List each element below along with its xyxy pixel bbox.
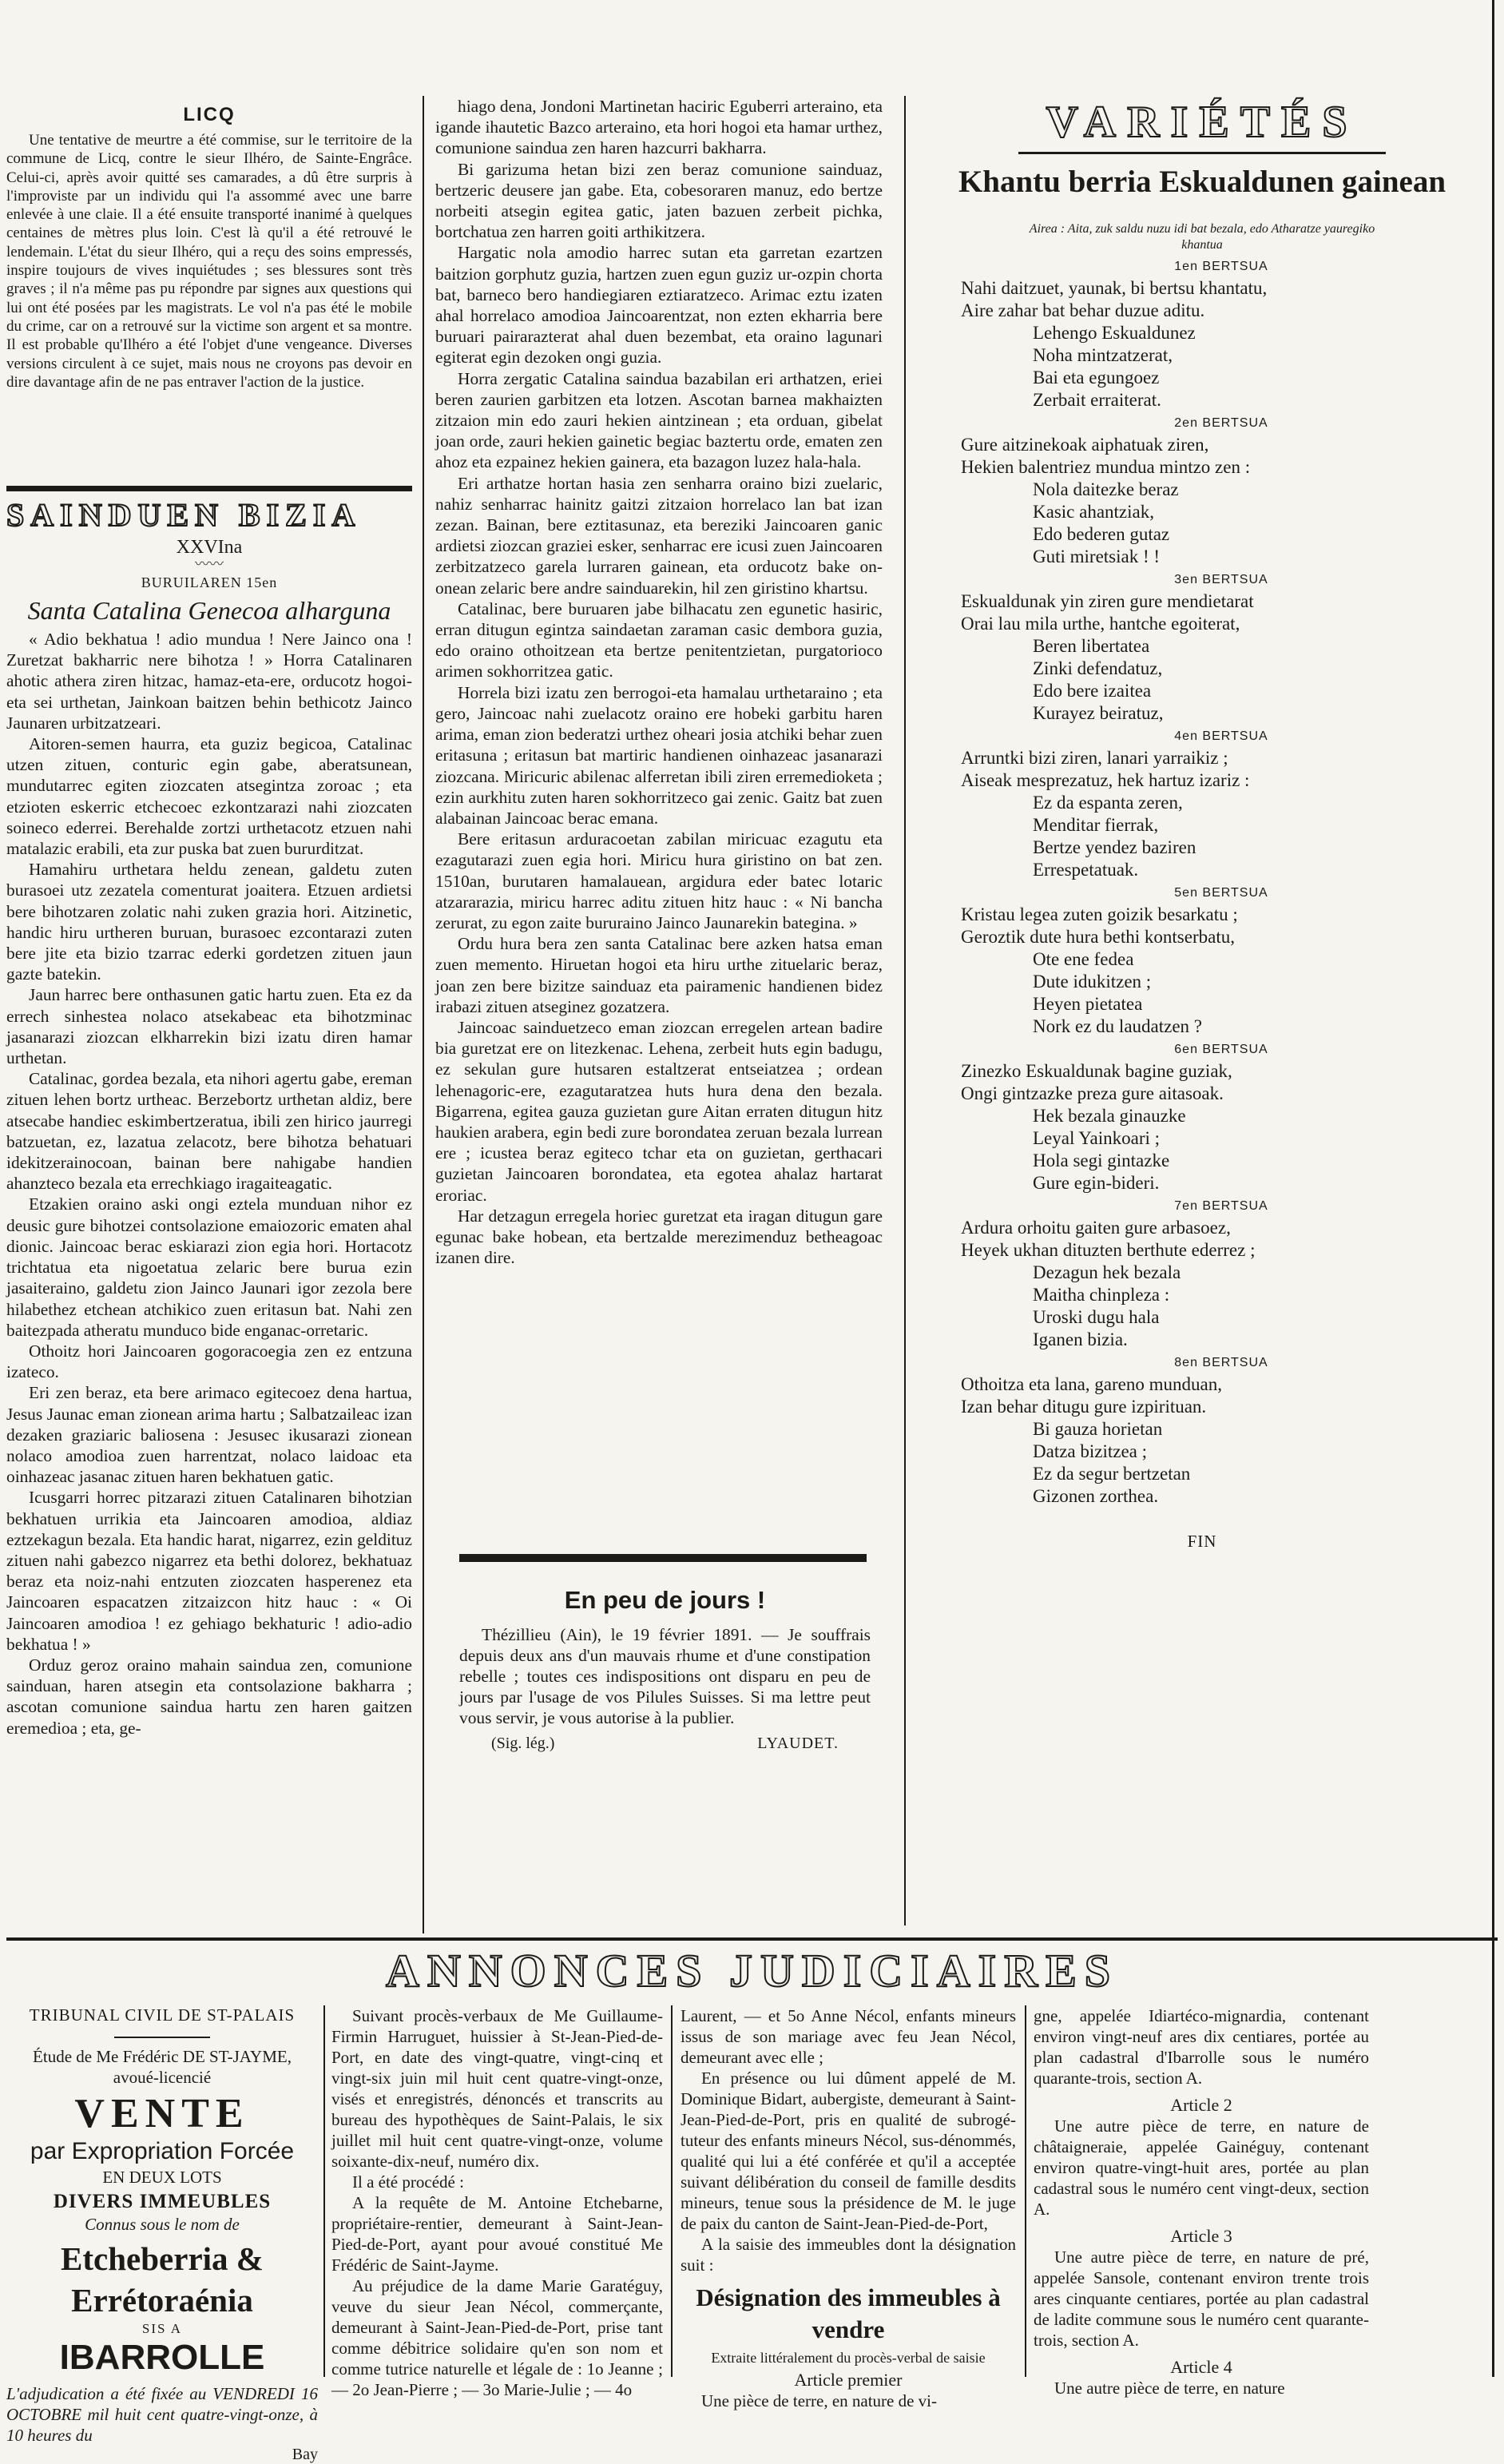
stanza-heading: 5en BERTSUA <box>1174 886 1268 900</box>
stanza-line: Zinezko Eskualdunak bagine guziak, <box>961 1061 1232 1081</box>
column-rule-2 <box>904 96 906 1925</box>
procede-text: Il a été procédé : <box>352 2172 464 2192</box>
bay-label: Bay <box>292 2446 318 2463</box>
stanza-line: Bai eta egungoez <box>1033 368 1160 387</box>
divers-label: DIVERS IMMEUBLES <box>53 2191 272 2212</box>
column-2-paragraph: Horrela bizi izatu zen berrogoi-eta hamalau urthetaraino ; eta gero, Jaincoac nahi zuelacotz oraino ere hobeki garbitu haren arima, eman zion bederatzi urthez oheari josia atchiki behar zuen eritasuna ; eritasun bat martiric handienen oinhazeac jasanarazi ziozcana. Miricuric abilenac alferretan ibili ziren erremedioketa ; ezin aurkhitu zuten haren sokhorritzeco gai zenic. Gaitz bat zuen alabainan Jaincoac berac emana. <box>435 682 883 828</box>
song-air: Airea : Aita, zuk saldu nuzu idi bat bezala, edo Atharatze yauregiko khantua <box>1029 222 1375 252</box>
vente-label: VENTE <box>74 2091 250 2136</box>
stanza-line: Gizonen zorthea. <box>1033 1486 1159 1506</box>
sainduen-paragraph: Jaun harrec bere onthasunen gatic hartu zuen. Eta ez da errech sinhestea nolaco atsekabeac eta bihotzminac jasanarazi ziozcan elkharrekin bizi izatu diren hamar urthetan. <box>6 985 412 1068</box>
song-title: Khantu berria Eskualdunen gainean <box>958 165 1446 199</box>
sis-label: SIS A <box>141 2321 183 2336</box>
song-stanzas <box>923 260 1482 1508</box>
column-2-body <box>435 96 883 1268</box>
annonces-rule-top <box>6 1937 1498 1941</box>
stanza-line: Gure egin-bideri. <box>1033 1173 1160 1193</box>
adjudication-text: L'adjudication a été fixée au VENDREDI 16 OCTOBRE mil huit cent quatre-vingt-onze, à 10 heures du <box>6 2384 318 2445</box>
stanza-line: Gure aitzinekoak aiphatuak ziren, <box>961 435 1209 455</box>
stanza-line: Aiseak mesprezatuz, hek hartuz izariz : <box>961 770 1250 790</box>
article-4-label: Article 4 <box>1170 2357 1232 2377</box>
connus-label: Connus sous le nom de <box>85 2215 240 2234</box>
annonces-rule-1 <box>323 2005 325 2377</box>
saisie-text: A la saisie des immeubles dont la désignation suit : <box>681 2235 1016 2275</box>
column-3 <box>923 96 1482 1552</box>
article-2-text: Une autre pièce de terre, en nature de châtaigneraie, appelée Gainéguy, contenant environ quatre-vingt-huit ares, portée au plan cadastral sous le numéro cent vingt-deux, section A. <box>1034 2116 1369 2219</box>
designation-title: Désignation des immeubles à vendre <box>696 2283 1001 2343</box>
sainduen-paragraph: Etzakien oraino aski ongi eztela munduan nihor ez deusic gure bihotzei contsolazione emaiozoric ematen ahal dionic. Jaincoac berac eskiarazi zion egia hori. Hortacotz trichtatua eta nigoetatua zelaric bere burua ezin jasaiteraino, galdetu zion Jainco Jaunari igor zezola bere hilabethez etchean atchikico zuen eritasun bat. Nahi zen baitezpada atheratu munduco bide enganac-orretaric. <box>6 1194 412 1340</box>
column-2-paragraph: Eri arthatze hortan hasia zen senharra oraino bizi zuelaric, nahiz senharrac hainitz gaitzi zitzaion horrelaco lan bat izan zezan. Bainan, bere eztitasunaz, eta bereziki Jaincoaren ganic ardietsi ziozcan graziei esker, senharrac ere icusi zuen Jaincoaren zerbitzatzeco garela lurraren gainean, eta orducotz bake on-onean zelaric bere andre sainduarekin, hil zen giristino khartsu. <box>435 473 883 598</box>
annonces-col-2 <box>331 2005 663 2400</box>
stanza-line: Lehengo Eskualdunez <box>1033 323 1196 343</box>
stanza-line: Eskualdunak yin ziren gure mendietarat <box>961 591 1254 611</box>
etude-label: Étude de Me Frédéric DE ST-JAYME, avoué-licencié <box>33 2047 292 2087</box>
stanza-heading: 8en BERTSUA <box>1174 1356 1268 1369</box>
column-2-paragraph: hiago dena, Jondoni Martinetan haciric Eguberri arteraino, eta igande ihautetic Bazco arteraino, eta hori hogoi eta hamar urthez, comunione saindua zen haren hazcurri bakharra. <box>435 97 883 158</box>
ad-text: Thézillieu (Ain), le 19 février 1891. — Je souffrais depuis deux ans d'un mauvais rhume et d'une constipation rebelle ; toutes ces indispositions ont disparu en peu de jours par l'usage de vos Pilules Suisses. Si ma lettre peut vous servir, je vous autorise à la publier. <box>459 1625 871 1727</box>
column-2-paragraph: Ordu hura bera zen santa Catalinac bere azken hatsa eman zuen memento. Hiruetan hogoi eta hiru urthe zituelaric beraz, joan zen bere bizitze sainduaz eta pairamenic handienen bidez irabazi zituen atseginez gozatzera. <box>435 934 883 1016</box>
stanza-line: Othoitza eta lana, gareno munduan, <box>961 1374 1222 1394</box>
stanza-line: Dezagun hek bezala <box>1033 1262 1181 1282</box>
stanza-line: Menditar fierrak, <box>1033 815 1159 835</box>
annonces-rule-2 <box>671 2005 673 2377</box>
stanza-heading: 1en BERTSUA <box>1174 260 1268 273</box>
lots-label: EN DEUX LOTS <box>102 2168 222 2187</box>
column-rule-1 <box>423 96 424 1933</box>
stanza-line: Ote ene fedea <box>1033 949 1134 969</box>
varietes-title: VARIÉTÉS <box>1046 97 1359 147</box>
article-3-label: Article 3 <box>1170 2226 1232 2246</box>
sainduen-section <box>6 495 412 1739</box>
sainduen-paragraph: Catalinac, gordea bezala, eta nihori agertu gabe, ereman zituen lehen bortz urtheac. Berzebortz urthetan aldiz, bere atsecabe handiec eskimbertzeratua, ibili zen hirico jaurregi batzuetan, ez, lazatua zelacotz, bere bihotza behatuari idekitzerainocoan, bainan bere nahigabe handien ahanzteco bezala eta errechkiago iragaiteagatic. <box>6 1069 412 1194</box>
tribunal-rule <box>114 2037 210 2038</box>
article-1-text: Une pièce de terre, en nature de vi- <box>701 2391 938 2410</box>
extraite-label: Extraite littéralement du procès-verbal de saisie <box>711 2350 986 2366</box>
licq-heading: LICQ <box>183 104 236 125</box>
stanza-line: Edo bere izaitea <box>1033 681 1152 701</box>
property-name: Etcheberria & Errétoraénia <box>61 2240 264 2319</box>
stanza-line: Uroski dugu hala <box>1033 1307 1160 1327</box>
stanza-line: Ardura orhoitu gaiten gure arbasoez, <box>961 1218 1231 1238</box>
article-1-label: Article premier <box>794 2370 903 2390</box>
ad-box <box>459 1586 871 1753</box>
requete-text: A la requête de M. Antoine Etchebarne, propriétaire-rentier, demeurant à Saint-Jean-Pied-de-Port, ayant pour avoué constitué Me Frédéric de Saint-Jayme. <box>331 2193 663 2275</box>
column-2-paragraph: Hargatic nola amodio harrec sutan eta garretan ezartzen baitzion gorphutz guzia, hartzen zuen egun guziz ur-ozpin chorta bat, barneco bero handiegiaren eztiaratzeco. Arimac eztu izaten ahal horrelaco amodioa Jaincoarentzat, non ezten ekharria bere buruari pairarazterat ahal duen bezembat, eta oraino lagunari egiterat egin dezoken ongi guzia. <box>435 243 883 368</box>
stanza-line: Kasic ahantziak, <box>1033 502 1154 522</box>
annonces-col-3 <box>681 2005 1016 2411</box>
stanza-heading: 3en BERTSUA <box>1174 573 1268 586</box>
sainduen-paragraph: Aitoren-semen haurra, eta guziz begicoa, Catalinac utzen zituen, conturic egin gabe, aberatsunean, mundutarrec egiten ziozcaten atsegintza zoroac ; eta etzioten eskerric etchecoec ezkontzarazi nahi ziozcaten soineco ederrei. Berehalde zortzi urthetacotz etzuen nahi matalazic erabili, eta zur puska bat zuen bururditzat. <box>6 734 412 859</box>
column-2-paragraph: Catalinac, bere buruaren jabe bilhacatu zen egunetic hasiric, erran ditugun egintza saindaetan zaraman casic dembora guzia, edo oraino othoitzean eta bertze penitentzietan, purgatorioco arimen sokhorritzea gatic. <box>435 598 883 682</box>
sainduen-body <box>6 629 412 1739</box>
sainduen-title: SAINDUEN BIZIA <box>6 497 362 533</box>
column-2-paragraph: Bere eritasun arduracoetan zabilan miricuac ezagutu eta ezagutarazi zuen egia hori. Miricu hura giristino on bat zen. 1510an, burutaren hamalauean, argidura eder batec lotaric atzararazia, miricu harrec aditu zituen hitz hauc : « Ni bancha zerurat, zu egon zaite bururaino Jainco Jaunarekin bategina. » <box>435 829 883 932</box>
stanza-line: Zerbait erraiterat. <box>1033 390 1161 410</box>
stanza-line: Dute idukitzen ; <box>1033 972 1152 992</box>
stanza-line: Izan behar ditugu gure izpirituan. <box>961 1397 1207 1417</box>
stanza-line: Leyal Yainkoari ; <box>1033 1128 1161 1148</box>
divider-rule <box>6 486 412 491</box>
annonces-col-4 <box>1034 2005 1369 2398</box>
place-label: IBARROLLE <box>59 2338 265 2377</box>
annonces-rule-3 <box>1025 2005 1026 2377</box>
column-2-paragraph: Jaincoac sainduetzeco eman ziozcan erregelen artean badire bia guretzat ere on litezkenac. Lehena, zerbeit huts egin badugu, ez sekulan gure hutsaren estaltzerat entseiatzea ; ordean lehenagoric-ere, ezagutaratzea huts hura dena den bezala. Bigarrena, egitea gauza guzietan gure Aitan erraten ditugun hitz haukien arabera, egin bedi zure borondatea zeruan bezala lurrean ere ; icustea beraz egiteco tchar eta on guzietan, gerthacari guzietan Jaincoaren borondatea, eta egotea ahalaz hartarat eroriac. <box>435 1017 883 1205</box>
stanza-line: Maitha chinpleza : <box>1033 1285 1170 1305</box>
licq-article: Une tentative de meurtre a été commise, sur le territoire de la commune de Licq, contre le sieur Ilhéro, de Sainte-Engrâce. Celui-ci, après avoir quitté ses camarades, a dû être surpris à l'improviste par un individu qui l'a assommé avec une barre enlevée à une claie. Il a été ensuite transporté inanimé à quelques centaines de mètres plus loin. C'est là qu'il a été retrouvé le lendemain. L'état du sieur Ilhéro, qui a reçu des soins empressés, inspire toujours de vives inquiétudes ; ses blessures sont très graves ; il n'a même pas pu répondre par signes aux questions qui lui ont été posées par les magistrats. Le vol n'a pas été le mobile du crime, car on a retrouvé sur la victime son argent et sa montre. Il est probable qu'Ilhéro a été l'objet d'une vengeance. Diverses versions circulent à ce sujet, mais nous ne croyons pas devoir en dire davantage afin de ne pas entraver l'action de la justice. <box>6 132 412 391</box>
article-3-text: Une autre pièce de terre, en nature de pré, appelée Sansole, contenant environ trente trois ares cinquante centiares, portée au plan cadastral de ladite commune sous le numéro cent quarante-trois, section A. <box>1034 2247 1369 2350</box>
expropriation-label: par Expropriation Forcée <box>30 2138 295 2164</box>
stanza-line: Heyek ukhan dituzten berthute ederrez ; <box>961 1240 1256 1260</box>
stanza-line: Heyen pietatea <box>1033 994 1143 1014</box>
chapter-number: XXVIna <box>176 537 243 558</box>
stanza-line: Hek bezala ginauzke <box>1033 1106 1186 1126</box>
ad-signature-label: (Sig. lég.) <box>491 1735 555 1752</box>
annonces-col-1 <box>6 2005 318 2464</box>
stanza-line: Aire zahar bat behar duzue aditu. <box>961 300 1205 320</box>
stanza-heading: 2en BERTSUA <box>1174 416 1268 430</box>
prejudice-text: Au préjudice de la dame Marie Garatéguy, veuve du sieur Jean Nécol, commerçante, demeurant à Saint-Jean-Pied-de-Port, prise tant comme débitrice solidaire qu'en son nom et comme tutrice naturelle et légale de : 1o Jeanne ; — 2o Jean-Pierre ; — 3o Marie-Julie ; — 4o <box>331 2276 663 2399</box>
fin-label: FIN <box>1187 1532 1217 1551</box>
stanza-line: Iganen bizia. <box>1033 1329 1128 1349</box>
article-2-label: Article 2 <box>1170 2095 1232 2115</box>
stanza-line: Geroztik dute hura bethi kontserbatu, <box>961 927 1235 947</box>
stanza-line: Bi gauza horietan <box>1033 1419 1163 1439</box>
stanza-line: Errespetatuak. <box>1033 860 1139 880</box>
divider-rule-2 <box>459 1554 867 1562</box>
ad-title: En peu de jours ! <box>564 1586 766 1614</box>
stanza-line: Bertze yendez baziren <box>1033 837 1196 857</box>
article-4-text: Une autre pièce de terre, en nature <box>1054 2379 1285 2398</box>
sainduen-paragraph: Othoitz hori Jaincoaren gogoracoegia zen ez entzuna izateco. <box>6 1341 412 1382</box>
column-1 <box>6 104 412 391</box>
tribunal-label: TRIBUNAL CIVIL DE ST-PALAIS <box>29 2005 296 2025</box>
title-underline <box>1018 152 1386 154</box>
column-2-paragraph: Horra zergatic Catalina saindua bazabilan eri arthatzen, eriei beren zaurien garbitzen eta lotzen. Ascotan barnea makhaizten zitzaion min edo zauri hekien aintzinean ; eta orduan, gibelat joan orde, zauri hekien gainetic begiac baztertu orde, ematen zen ahoz eta ezpainez hekien gainera, eta bazagon luzez hala-hala. <box>435 368 883 472</box>
presence-text: En présence ou lui dûment appelé de M. Dominique Bidart, aubergiste, demeurant à Saint-Jean-Pied-de-Port, pris en qualité de subrogé-tuteur des enfants mineurs Nécol, sus-dénommés, qualité qui lui a été conférée et qu'il a acceptée suivant délibération du conseil de famille desdits mineurs, tenue sous la présidence de M. le juge de paix du canton de Saint-Jean-Pied-de-Port, <box>681 2069 1016 2233</box>
chapter-tilde: 〰〰 <box>195 556 224 572</box>
stanza-heading: 4en BERTSUA <box>1174 729 1268 743</box>
stanza-line: Hola segi gintazke <box>1033 1151 1170 1170</box>
stanza-line: Nork ez du laudatzen ? <box>1033 1016 1203 1036</box>
stanza-line: Edo bederen gutaz <box>1033 524 1170 544</box>
column-2-paragraph: Bi garizuma hetan bizi zen beraz comunione sainduaz, bertzeric deusere jan gabe. Eta, cobesoraren manuz, edo bertze norbeiti atsegin egitea gatic, jaten bazuen zerbeit pichka, bortchatua zen harren goiti arthikitzera. <box>435 159 883 242</box>
stanza-line: Hekien balentriez mundua mintzo zen : <box>961 457 1251 477</box>
ad-signature-name: LYAUDET. <box>757 1735 839 1752</box>
stanza-line: Noha mintzatzerat, <box>1033 345 1173 365</box>
stanza-line: Zinki defendatuz, <box>1033 658 1163 678</box>
stanza-line: Kristau legea zuten goizik besarkatu ; <box>961 904 1238 924</box>
sainduen-paragraph: Eri zen beraz, eta bere arimaco egitecoez dena hartua, Jesus Jaunac eman zionean arima hartu ; Salbatzaileac izan dezaken graziaric baliosena : Jesusec ikusarazi zionean nolaco amodioa zuen harrentzat, nolaco laidoac eta oinhazeac jasanac zituen haren bekhatuen gatic. <box>6 1383 412 1487</box>
stanza-line: Orai lau mila urthe, hantche egoiterat, <box>961 614 1240 634</box>
proces-verbaux-text: Suivant procès-verbaux de Me Guillaume-Firmin Harruguet, huissier à St-Jean-Pied-de-Port, en date des vingt-quatre, vingt-cinq et vingt-six juin mil huit cent quatre-vingt-onze, visés et enregistrés, dénoncés et transcrits au bureau des hypothèques de Saint-Palais, le six juillet mil huit cent quatre-vingt-onze, volume soixante-dix-neuf, numéro dix. <box>331 2006 663 2171</box>
sainduen-paragraph: « Adio bekhatua ! adio mundua ! Nere Jainco ona ! Zuretzat bakharric nere bihotza ! » Horra Catalinaren ahotic athera ziren hitzac, hamaz-eta-ere, orducotz hogoi-eta sei urthetan, Jainkoan baitzen behin bethicotz Jainco Jaunaren urbitzatzeari. <box>6 630 412 733</box>
sainduen-paragraph: Orduz geroz oraino mahain saindua zen, comunione sainduan, haren atsegin eta contsolazione bakharra ; ascotan comunione saindua hartu zen haren gaitzen eremedioa ; eta, ge- <box>6 1655 412 1738</box>
stanza-heading: 7en BERTSUA <box>1174 1199 1268 1213</box>
annonces-title: ANNONCES JUDICIAIRES <box>385 1945 1119 1997</box>
stanza-line: Datza bizitzea ; <box>1033 1441 1148 1461</box>
saint-title: Santa Catalina Genecoa alharguna <box>27 596 391 625</box>
stanza-line: Ez da segur bertzetan <box>1033 1464 1191 1484</box>
column-2-paragraph: Har detzagun erregela horiec guretzat eta iragan ditugun gare egunac bake hobean, eta bertzalde merezimenduz betheagoac izanen dire. <box>435 1206 883 1268</box>
stanza-line: Arruntki bizi ziren, lanari yarraikiz ; <box>961 748 1228 768</box>
date-line: BURUILAREN 15en <box>141 574 278 590</box>
stanza-line: Kurayez beiratuz, <box>1033 703 1164 723</box>
laurent-text: Laurent, — et 5o Anne Nécol, enfants mineurs issus de son mariage avec feu Jean Nécol, demeurant avec elle ; <box>681 2006 1016 2067</box>
stanza-heading: 6en BERTSUA <box>1174 1043 1268 1056</box>
sainduen-paragraph: Icusgarri horrec pitzarazi zituen Catalinaren bihotzian bekhatuen urrikia eta Jaincoaren amodioa, aldiaz eztzekagun bezala. Eta handic harat, nigarrez, ezin geldituz zituen nahi gabezco nigarrez eta bethi dolorez, bekhatuaz beraz eta noiz-nahi entzuten ziozcaten hasperenez eta Jaincoaren espacatzen zitzaizcon hitz hauc : « Oi Jaincoaren amodioa ! ez gehiago bekhaturic ! adio-adio bekhatua ! » <box>6 1488 412 1654</box>
stanza-line: Ongi gintzazke preza gure aitasoak. <box>961 1083 1224 1103</box>
stanza-line: Beren libertatea <box>1033 636 1150 656</box>
stanza-line: Nahi daitzuet, yaunak, bi bertsu khantatu, <box>961 278 1268 298</box>
right-margin-rule <box>1492 0 1494 2377</box>
vigne-text: gne, appelée Idiartéco-mignardia, contenant environ vingt-neuf ares dix centiares, portée au plan cadastral d'Ibarrolle sous le numéro quarante-trois, section A. <box>1034 2006 1369 2088</box>
column-2 <box>435 96 883 1268</box>
stanza-line: Guti miretsiak ! ! <box>1033 546 1161 566</box>
stanza-line: Nola daitezke beraz <box>1033 479 1179 499</box>
stanza-line: Ez da espanta zeren, <box>1033 793 1183 813</box>
sainduen-paragraph: Hamahiru urthetara heldu zenean, galdetu zuten burasoei utz zezatela comenturat joaitera. Etzuen ardietsi bere bihotzaren zolatic nahi zuken grazia hori. Aitzinetic, handic hiru urtheren buruan, burasoec ezcontarazi zuten bere jite eta bizio tzarrac ederki gordetzen zituen jaun gazte batekin. <box>6 860 412 984</box>
